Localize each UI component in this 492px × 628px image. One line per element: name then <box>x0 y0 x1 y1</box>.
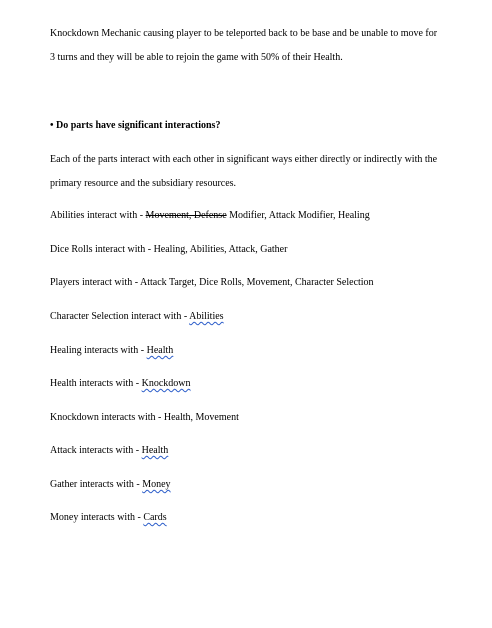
intro-line-1: Knockdown Mechanic causing player to be teleported back to be base and be unable to move for <box>50 28 438 39</box>
interaction-prefix: Knockdown interacts with - Health, Movement <box>50 412 239 423</box>
interaction-flagged-text: Abilities <box>189 311 224 322</box>
interaction-prefix: Healing interacts with - <box>50 345 147 356</box>
interaction-flagged-text: Health <box>141 445 169 456</box>
interaction-item <box>50 277 374 289</box>
interaction-item <box>50 479 171 491</box>
interaction-item <box>50 244 287 256</box>
interaction-prefix: Money interacts with - <box>50 512 144 523</box>
interaction-item <box>50 445 168 457</box>
intro-line-2: 3 turns and they will be able to rejoin the game with 50% of their Health. <box>50 52 343 63</box>
interaction-prefix: Character Selection interact with - <box>50 311 190 322</box>
section-heading: • Do parts have significant interactions? <box>50 120 221 131</box>
interaction-flagged-text: Knockdown <box>141 378 191 389</box>
interaction-prefix: Health interacts with - <box>50 378 142 389</box>
interaction-prefix: Dice Rolls interact with - Healing, Abilities, Attack, Gather <box>50 244 288 255</box>
interaction-prefix: Players interact with - Attack Target, Dice Rolls, Movement, Character Selection <box>50 277 374 288</box>
paragraph-line-2: primary resource and the subsidiary resources. <box>50 178 237 189</box>
interaction-flagged-text: Movement, Defense <box>145 210 227 221</box>
interaction-item <box>50 378 191 390</box>
interaction-flagged-text: Health <box>146 345 174 356</box>
interaction-flagged-text: Money <box>142 479 171 490</box>
interaction-item <box>50 311 224 323</box>
interaction-prefix: Abilities interact with - <box>50 210 146 221</box>
interaction-item <box>50 412 239 424</box>
interaction-prefix: Attack interacts with - <box>50 445 142 456</box>
interaction-item <box>50 345 173 357</box>
paragraph-line-1: Each of the parts interact with each other in significant ways either directly or indirectly with the <box>50 154 438 165</box>
interaction-suffix: Modifier, Attack Modifier, Healing <box>226 210 370 221</box>
interaction-item <box>50 512 167 524</box>
interaction-item <box>50 210 370 222</box>
interaction-prefix: Gather interacts with - <box>50 479 143 490</box>
interaction-flagged-text: Cards <box>143 512 167 523</box>
